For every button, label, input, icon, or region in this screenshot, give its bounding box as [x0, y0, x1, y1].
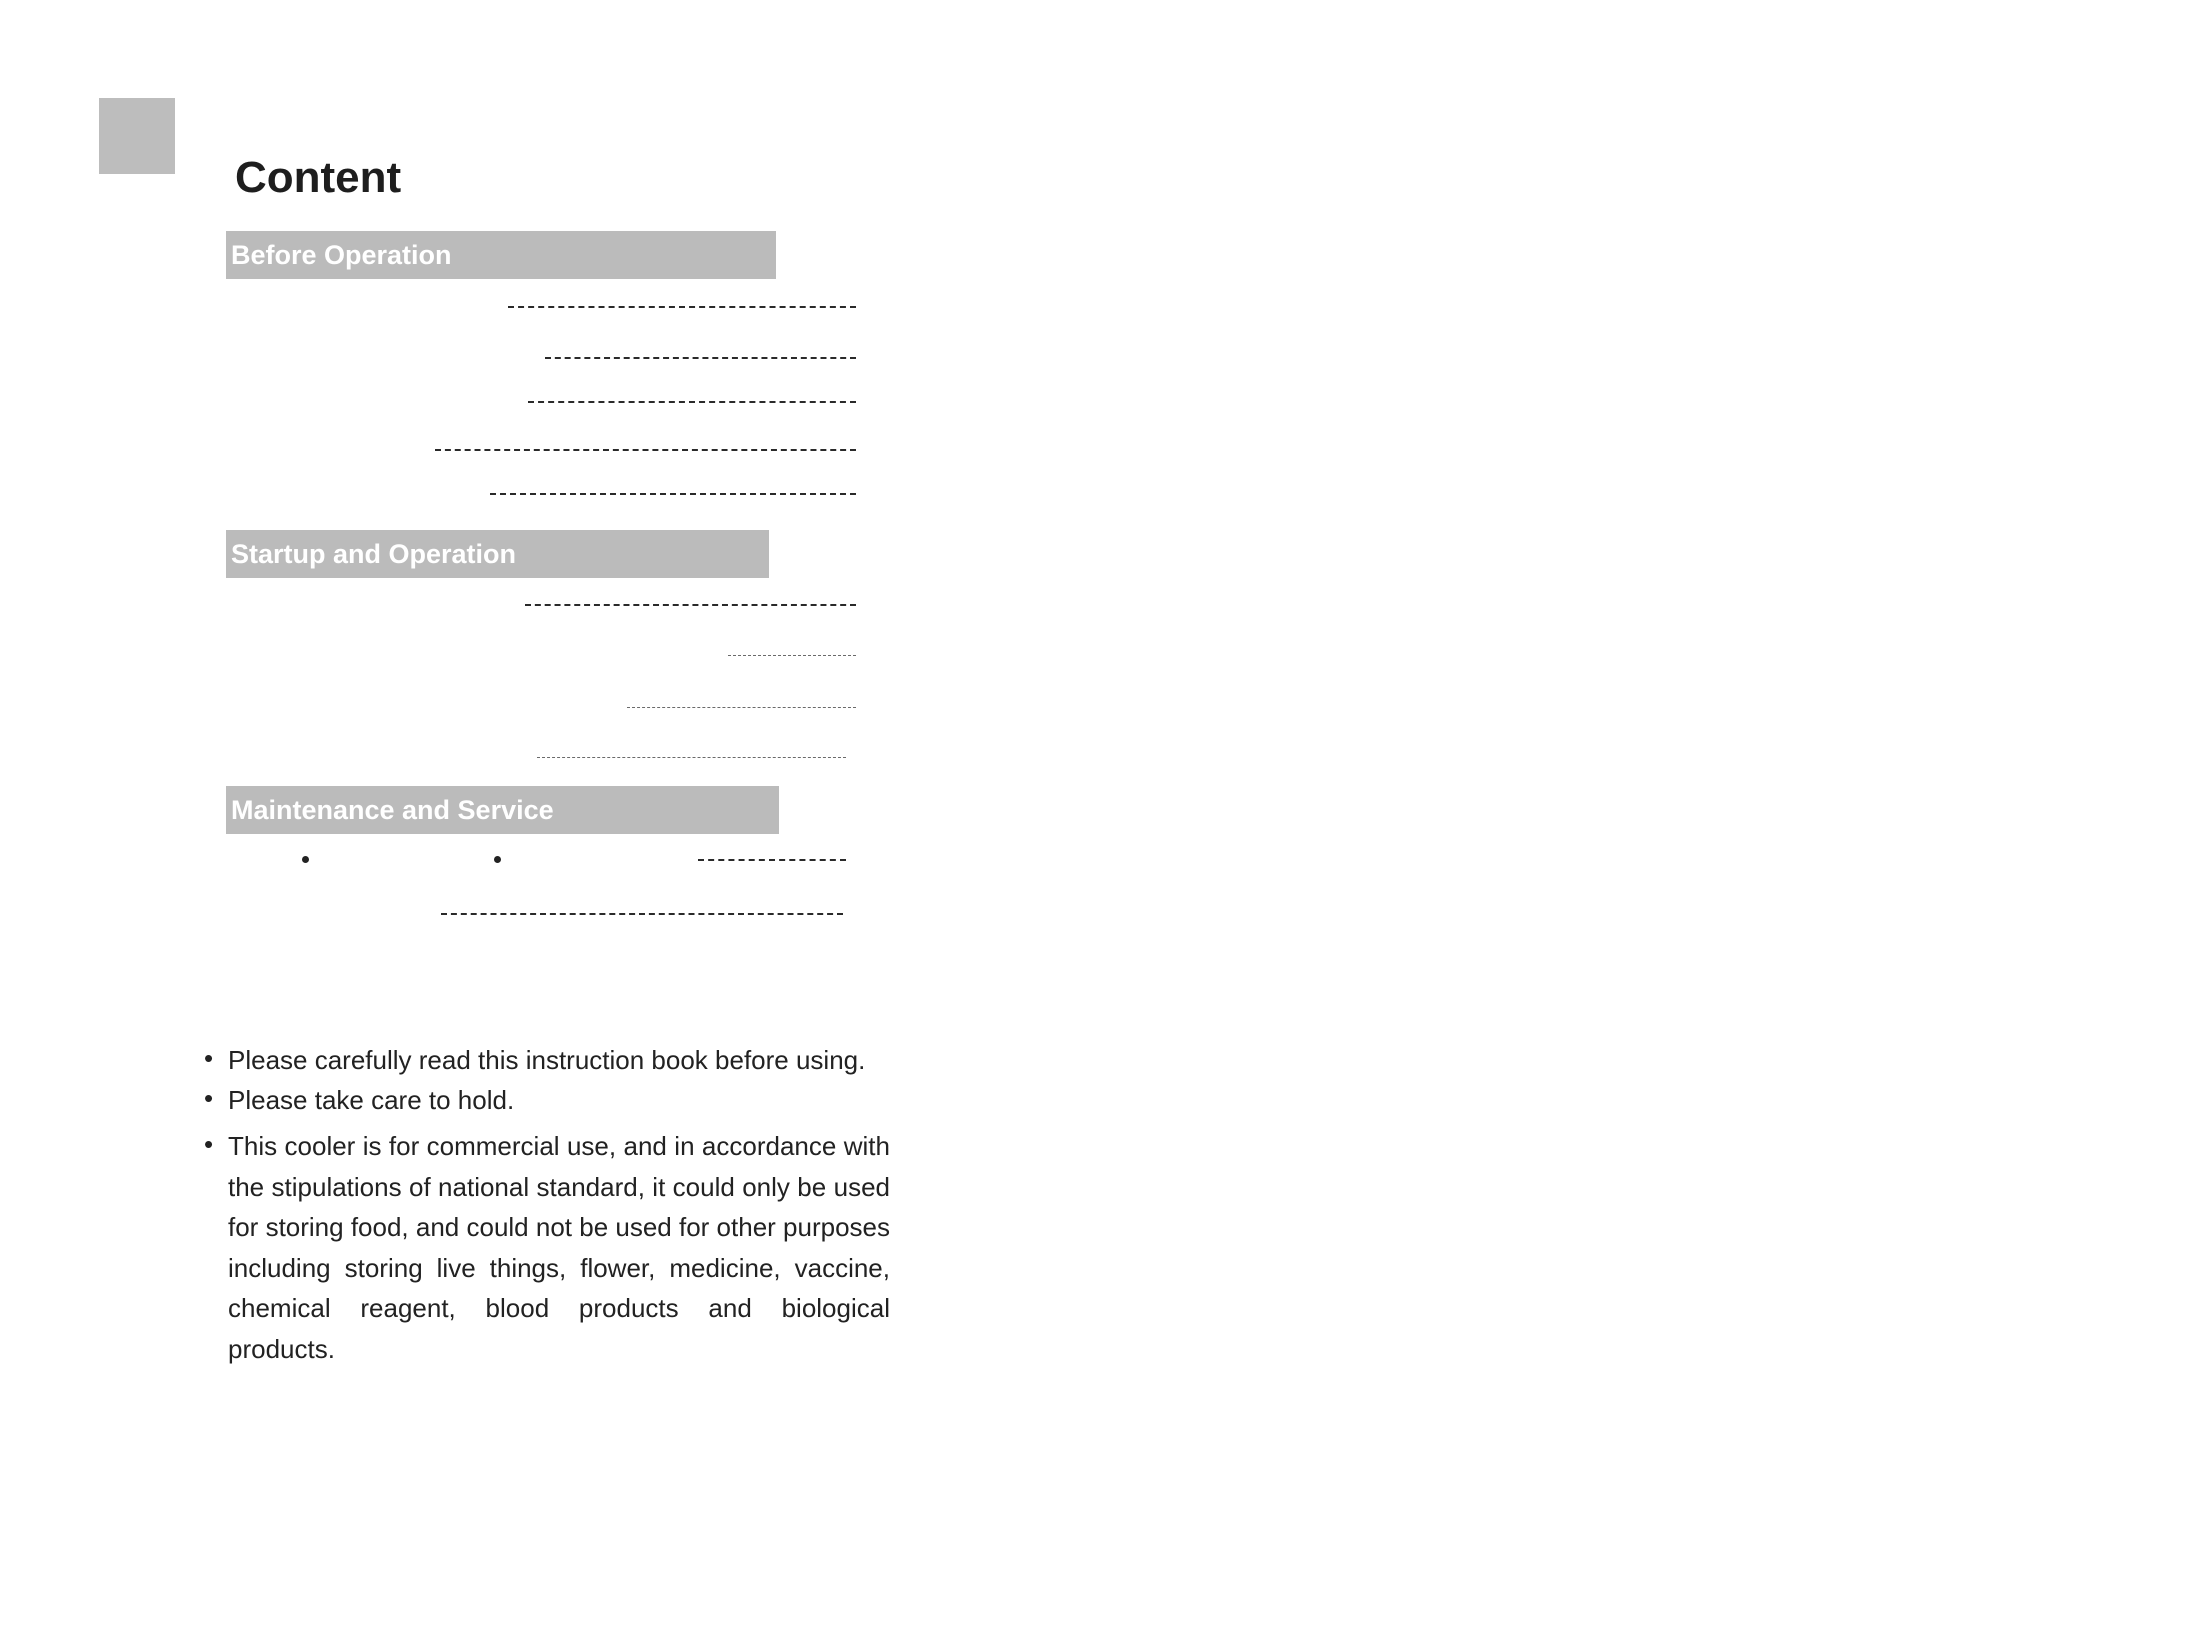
toc-leader: [435, 449, 856, 451]
note-item: • Please take care to hold.: [204, 1080, 890, 1120]
bullet-dot: [302, 856, 309, 863]
page-title: Content: [235, 153, 402, 202]
note-item: • Please carefully read this instruction book before using.: [204, 1040, 890, 1080]
section-header-startup-and-operation: Startup and Operation: [226, 530, 769, 578]
section-header-before-operation: Before Operation: [226, 231, 776, 279]
toc-leader: [728, 655, 856, 656]
section-header-maintenance-and-service: Maintenance and Service: [226, 786, 779, 834]
corner-tab-marker: [99, 98, 175, 174]
toc-leader: [537, 757, 846, 758]
toc-leader: [627, 707, 856, 708]
toc-leader: [490, 493, 856, 495]
toc-leader: [545, 357, 856, 359]
toc-leader: [528, 401, 856, 403]
toc-leader: [441, 913, 843, 915]
notes-list: [204, 1040, 890, 1369]
toc-leader: [508, 306, 856, 308]
bullet-dot: [494, 856, 501, 863]
toc-leader: [698, 859, 846, 861]
note-item: • This cooler is for commercial use, and in accordance with the stipulations of national standard, it could only be used for storing food, and could not be used for other purposes including storing live things, flower, medicine, vaccine, chemical reagent, blood products and biological products.: [204, 1126, 890, 1369]
toc-leader: [525, 604, 856, 606]
